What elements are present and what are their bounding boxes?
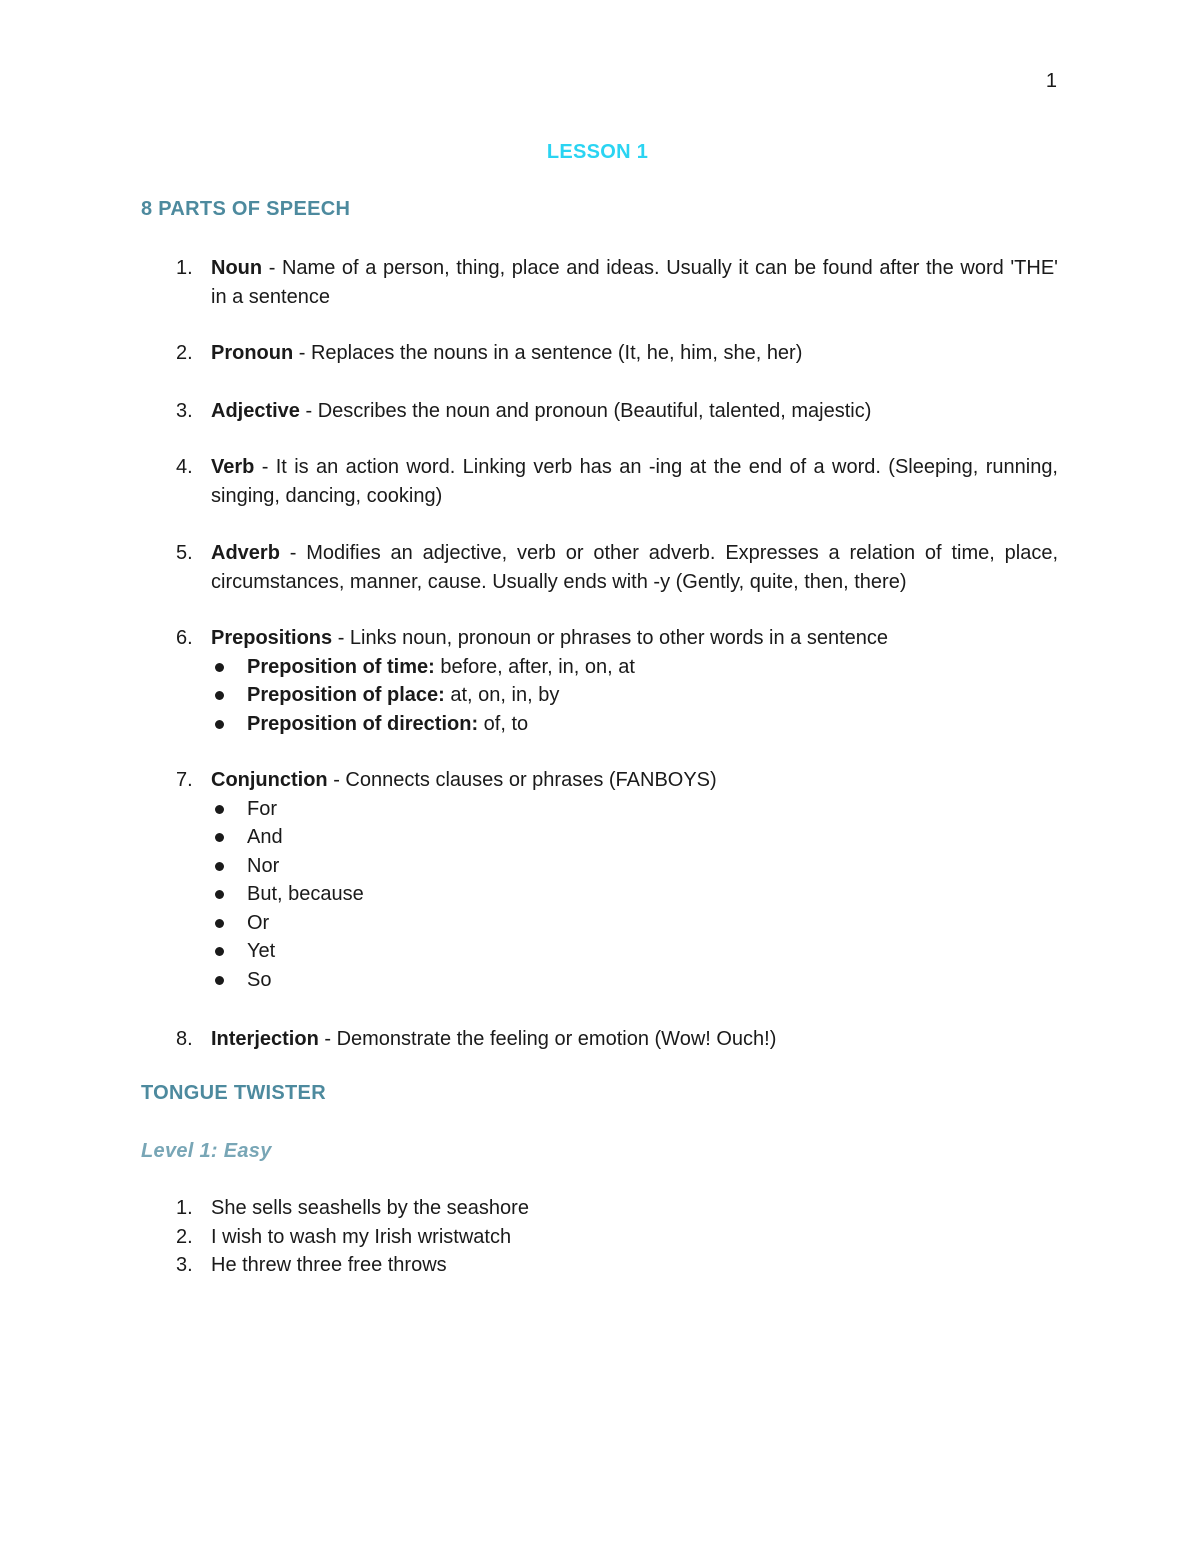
term-description: - Describes the noun and pronoun (Beautiful, talented, majestic) <box>299 400 872 422</box>
bullet-icon <box>215 691 224 700</box>
twister-item <box>176 1251 1058 1280</box>
list-item-conjunction <box>176 766 1058 994</box>
twister-item <box>176 1223 1058 1252</box>
twister-text: I wish to wash my Irish wristwatch <box>211 1225 512 1248</box>
conjunction-item <box>176 880 1058 909</box>
conjunction-item <box>176 795 1058 824</box>
list-number: 1. <box>176 257 193 279</box>
list-item-body <box>211 1025 1058 1054</box>
conjunction-text: Yet <box>247 940 276 962</box>
conjunction-item <box>176 823 1058 852</box>
term-description: - Links noun, pronoun or phrases to other words in a sentence <box>332 627 889 649</box>
preposition-examples: at, on, in, by <box>444 684 560 706</box>
term-label: Adverb <box>211 542 280 564</box>
bullet-icon <box>215 947 224 956</box>
conjunction-text: And <box>247 826 283 848</box>
list-number: 8. <box>176 1028 193 1050</box>
term-description: - Connects clauses or phrases (FANBOYS) <box>327 769 717 791</box>
bullet-icon <box>215 919 224 928</box>
bullet-icon <box>215 805 224 814</box>
list-item-adjective <box>176 397 1058 426</box>
list-item-body <box>211 766 1058 795</box>
lesson-title: LESSON 1 <box>546 141 649 163</box>
list-item-body <box>211 339 1058 368</box>
list-number: 6. <box>176 627 193 649</box>
twister-text: She sells seashells by the seashore <box>211 1197 529 1219</box>
term-label: Prepositions <box>211 627 333 649</box>
preposition-term: Preposition of place: <box>247 684 445 706</box>
list-number: 3. <box>176 400 193 422</box>
conjunction-text: So <box>247 968 272 991</box>
list-item-body <box>211 254 1058 311</box>
list-number: 5. <box>176 542 193 564</box>
bullet-icon <box>215 663 224 672</box>
bullet-icon <box>215 976 224 985</box>
list-item-noun <box>176 254 1058 311</box>
preposition-term: Preposition of time: <box>247 655 435 678</box>
term-label: Verb <box>211 456 255 478</box>
list-number: 7. <box>176 769 193 791</box>
list-item-body <box>211 397 1058 426</box>
list-item-body <box>211 624 1058 653</box>
preposition-item <box>176 653 1058 682</box>
list-item-interjection <box>176 1025 1058 1054</box>
level-heading: Level 1: Easy <box>141 1140 272 1162</box>
term-description: - Name of a person, thing, place and ideas. Usually it can be found after the word 'THE' in a sentence <box>211 257 1058 308</box>
bullet-icon <box>215 890 224 899</box>
preposition-list <box>176 653 1058 739</box>
list-item-pronoun <box>176 339 1058 368</box>
conjunction-text: For <box>247 797 277 820</box>
list-item-prepositions <box>176 624 1058 738</box>
term-description: - Replaces the nouns in a sentence (It, he, him, she, her) <box>293 342 803 364</box>
conjunction-text: Nor <box>247 854 280 877</box>
term-label: Noun <box>211 257 263 279</box>
term-description: - Demonstrate the feeling or emotion (Wow! Ouch!) <box>318 1028 777 1050</box>
conjunction-list <box>176 795 1058 995</box>
list-number: 3. <box>176 1254 193 1276</box>
page-number: 1 <box>1045 70 1057 92</box>
twister-text: He threw three free throws <box>211 1254 447 1276</box>
list-item-adverb <box>176 539 1058 596</box>
bullet-icon <box>215 720 224 729</box>
preposition-examples: before, after, in, on, at <box>434 655 635 678</box>
term-label: Interjection <box>211 1028 319 1050</box>
preposition-examples: of, to <box>478 712 529 735</box>
twister-item <box>176 1194 1058 1223</box>
conjunction-item <box>176 966 1058 995</box>
term-label: Pronoun <box>211 342 294 364</box>
list-number: 2. <box>176 1225 193 1248</box>
term-label: Conjunction <box>211 769 328 791</box>
conjunction-item <box>176 937 1058 966</box>
conjunction-text: Or <box>247 911 270 934</box>
list-number: 1. <box>176 1197 193 1219</box>
conjunction-item <box>176 852 1058 881</box>
preposition-item <box>176 710 1058 739</box>
preposition-item <box>176 681 1058 710</box>
parts-of-speech-heading: 8 PARTS OF SPEECH <box>141 198 351 220</box>
bullet-icon <box>215 862 224 871</box>
conjunction-text: But, because <box>247 883 364 905</box>
preposition-term: Preposition of direction: <box>247 712 479 735</box>
term-description: - Modifies an adjective, verb or other adverb. Expresses a relation of time, place, circumstances, manner, cause. Usually ends with -y (Gently, quite, then, there) <box>211 542 1058 593</box>
list-item-body <box>211 453 1058 510</box>
conjunction-item <box>176 909 1058 938</box>
list-number: 4. <box>176 456 193 478</box>
list-item-verb <box>176 453 1058 510</box>
tongue-twister-heading: TONGUE TWISTER <box>141 1082 326 1104</box>
list-number: 2. <box>176 342 193 364</box>
bullet-icon <box>215 833 224 842</box>
term-label: Adjective <box>211 400 300 422</box>
term-description: - It is an action word. Linking verb has an -ing at the end of a word. (Sleeping, running, singing, dancing, cooking) <box>211 456 1058 507</box>
list-item-body <box>211 539 1058 596</box>
